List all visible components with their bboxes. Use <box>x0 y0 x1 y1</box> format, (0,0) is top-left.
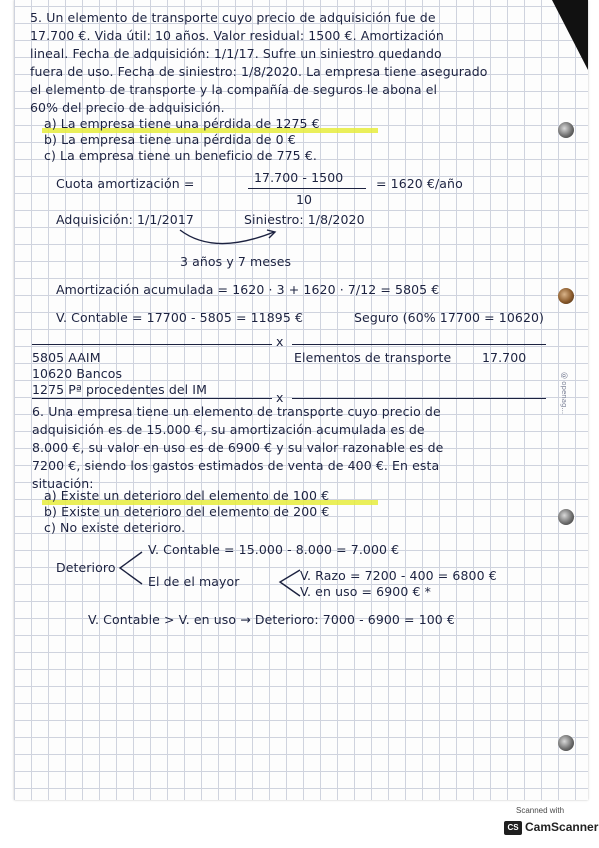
v-contable: V. Contable = 17700 - 5805 = 11895 € <box>56 310 304 325</box>
q5-statement-line: fuera de uso. Fecha de siniestro: 1/8/2020. La empresa tiene asegurado <box>30 64 488 79</box>
cuota-result: = 1620 €/año <box>376 176 463 191</box>
amortizacion-acumulada: Amortización acumulada = 1620 · 3 + 1620 · 7/12 = 5805 € <box>56 282 440 297</box>
cuota-denominator: 10 <box>296 192 313 207</box>
cuota-numerator: 17.700 - 1500 <box>254 170 344 185</box>
q5-statement-line: 60% del precio de adquisición. <box>30 100 225 115</box>
camscanner-name: CamScanner <box>525 820 599 834</box>
journal-rule <box>292 344 546 345</box>
binder-hole <box>558 509 574 525</box>
folded-corner <box>552 0 588 70</box>
camscanner-logo-icon: CS <box>504 821 522 835</box>
binder-hole <box>558 735 574 751</box>
period-label: 3 años y 7 meses <box>180 254 292 269</box>
v-en-uso: V. en uso = 6900 € * <box>300 584 431 599</box>
q6-statement-line: adquisición es de 15.000 €, su amortización acumulada es de <box>32 422 425 437</box>
q6-statement-line: 8.000 €, su valor en uso es de 6900 € y su valor razonable es de <box>32 440 444 455</box>
q6-conclusion: V. Contable > V. en uso → Deterioro: 7000 - 6900 = 100 € <box>88 612 455 627</box>
q5-statement-line: lineal. Fecha de adquisición: 1/1/17. Sufre un siniestro quedando <box>30 46 442 61</box>
journal-rule <box>32 398 272 399</box>
journal-debit-line: 10620 Bancos <box>32 366 123 381</box>
seguro: Seguro (60% 17700 = 10620) <box>354 310 545 325</box>
side-watermark: @ openag... <box>560 372 568 415</box>
period-arrow <box>174 226 284 252</box>
journal-rule <box>32 344 272 345</box>
binder-hole <box>558 122 574 138</box>
el-mayor: El de el mayor <box>148 574 240 589</box>
journal-cross: x <box>276 334 284 349</box>
q6-statement-line: 7200 €, siendo los gastos estimados de venta de 400 €. En esta <box>32 458 440 473</box>
q6-option-c: c) No existe deterioro. <box>44 520 186 535</box>
cuota-label: Cuota amortización = <box>56 176 195 191</box>
notebook-page <box>14 0 588 800</box>
q5-statement-line: el elemento de transporte y la compañía de seguros le abona el <box>30 82 438 97</box>
camscanner-stamp <box>502 806 599 844</box>
q5-option-c: c) La empresa tiene un beneficio de 775 €. <box>44 148 317 163</box>
journal-rule <box>292 398 546 399</box>
journal-credit-account: Elementos de transporte <box>294 350 452 365</box>
scanned-with-label: Scanned with <box>516 806 565 815</box>
q6-option-a: a) Existe un deterioro del elemento de 100 € <box>44 488 330 503</box>
journal-debit-line: 5805 AAIM <box>32 350 101 365</box>
journal-cross: x <box>276 390 284 405</box>
journal-debit-line: 1275 Pª procedentes del IM <box>32 382 207 397</box>
q5-option-b: b) La empresa tiene una pérdida de 0 € <box>44 132 296 147</box>
deterioro-label: Deterioro <box>56 560 116 575</box>
branch-bracket <box>116 548 146 588</box>
binder-hole <box>558 288 574 304</box>
q5-statement-line: 5. Un elemento de transporte cuyo precio de adquisición fue de <box>30 10 436 25</box>
q6-statement-line: situación: <box>32 476 94 491</box>
q6-option-b: b) Existe un deterioro del elemento de 200 € <box>44 504 330 519</box>
adquisicion-date: Adquisición: 1/1/2017 <box>56 212 194 227</box>
siniestro-date: Siniestro: 1/8/2020 <box>244 212 365 227</box>
q5-statement-line: 17.700 €. Vida útil: 10 años. Valor residual: 1500 €. Amortización <box>30 28 444 43</box>
q5-option-a: a) La empresa tiene una pérdida de 1275 € <box>44 116 320 131</box>
q6-v-contable: V. Contable = 15.000 - 8.000 = 7.000 € <box>148 542 400 557</box>
q6-statement-line: 6. Una empresa tiene un elemento de transporte cuyo precio de <box>32 404 441 419</box>
journal-credit-amount: 17.700 <box>482 350 527 365</box>
v-razonable: V. Razo = 7200 - 400 = 6800 € <box>300 568 497 583</box>
fraction-bar <box>248 188 366 189</box>
